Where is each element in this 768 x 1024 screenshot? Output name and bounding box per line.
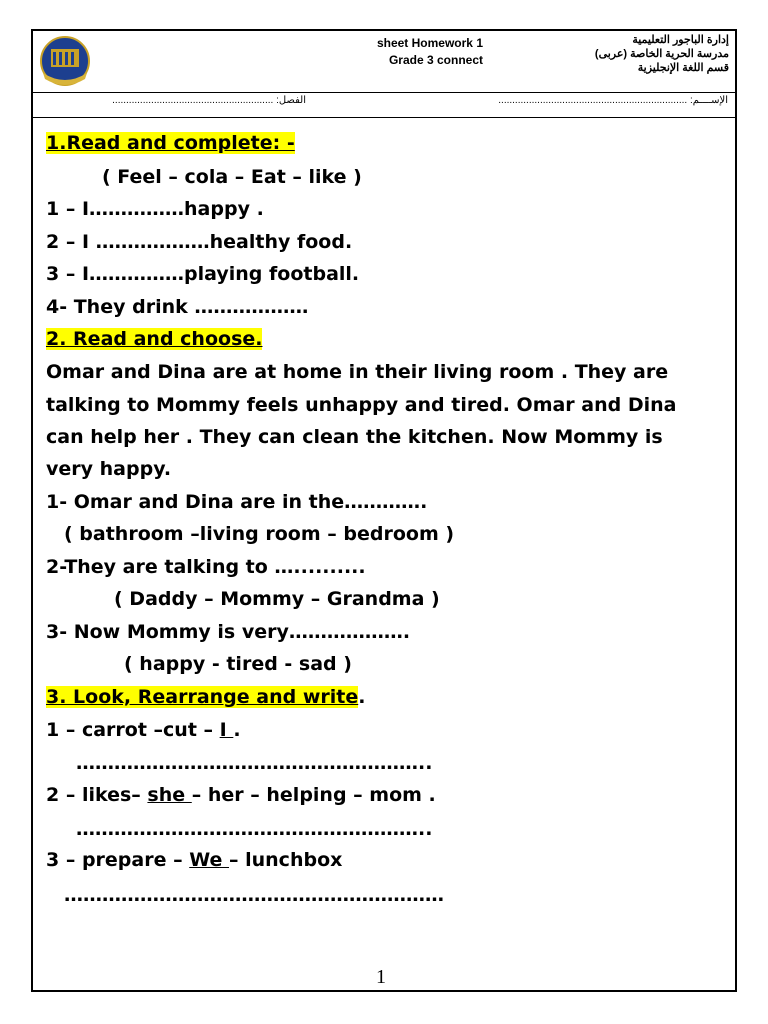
rearrange-3	[46, 849, 342, 871]
dept-label: قسم اللغة الإنجليزية	[637, 62, 729, 74]
rearrange-1	[46, 719, 241, 741]
section3-heading	[46, 686, 365, 708]
rearrange-2-end: – her – helping – mom .	[191, 784, 436, 806]
header	[33, 31, 735, 93]
passage-line-4: very happy.	[46, 458, 172, 480]
rearrange-1-end: .	[233, 719, 241, 741]
question-2-options: ( Daddy – Mommy – Grandma )	[114, 588, 440, 610]
name-dots: ....................................................................	[498, 95, 688, 106]
school-label: مدرسة الحرية الخاصة (عربى)	[594, 48, 729, 60]
section2-heading: 2. Read and choose.	[46, 328, 263, 350]
passage-line-2: talking to Mommy feels unhappy and tired. Omar and Dina	[46, 394, 677, 416]
class-dots: ..........................................................	[112, 95, 274, 106]
passage-line-1: Omar and Dina are at home in their living room . They are	[46, 361, 669, 383]
rearrange-3-end: – lunchbox	[229, 849, 343, 871]
school-logo-icon	[39, 35, 91, 89]
rearrange-1-answer: ………………………………………………..	[76, 752, 433, 774]
section1-item-1: 1 – I……………happy .	[46, 198, 264, 220]
rearrange-3-answer: ……………………………………………………	[64, 884, 444, 906]
rearrange-1-start: 1 – carrot –cut –	[46, 719, 220, 741]
section3-heading-end: .	[358, 686, 366, 708]
rearrange-2-underlined: she	[147, 784, 192, 806]
rearrange-3-start: 3 – prepare –	[46, 849, 190, 871]
passage-line-3: can help her . They can clean the kitchen. Now Mommy is	[46, 426, 663, 448]
section3-heading-text: 3. Look, Rearrange and write	[46, 686, 359, 708]
rearrange-2-start: 2 – likes–	[46, 784, 148, 806]
question-1-options: ( bathroom –living room – bedroom )	[64, 523, 455, 545]
rearrange-2-answer: ………………………………………………..	[76, 818, 433, 840]
header-divider	[33, 92, 735, 93]
question-3-options: ( happy - tired - sad )	[124, 653, 352, 675]
section1-item-3: 3 – I……………playing football.	[46, 263, 360, 285]
name-field	[498, 95, 728, 106]
section1-item-4: 4- They drink ………………	[46, 296, 309, 318]
class-label: الفصل:	[276, 95, 306, 106]
section1-choices: ( Feel – cola – Eat – like )	[102, 166, 362, 188]
question-3: 3- Now Mommy is very……………….	[46, 621, 411, 643]
page-number: 1	[376, 966, 386, 988]
rearrange-1-underlined: I	[219, 719, 234, 741]
sheet-title: sheet Homework 1	[376, 36, 483, 50]
rearrange-2	[46, 784, 436, 806]
question-1: 1- Omar and Dina are in the………….	[46, 491, 428, 513]
name-label: الإســــم:	[689, 95, 728, 106]
header-center	[283, 35, 483, 69]
question-2: 2-They are talking to …..........	[46, 556, 366, 578]
grade-label: Grade 3 connect	[388, 53, 483, 67]
admin-label: إدارة الباجور التعليمية	[632, 34, 729, 46]
class-field	[112, 95, 306, 106]
info-divider	[33, 117, 735, 118]
header-right	[489, 33, 729, 75]
section1-heading: 1.Read and complete: -	[46, 132, 295, 154]
section1-item-2: 2 – I ………………healthy food.	[46, 231, 353, 253]
rearrange-3-underlined: We	[189, 849, 229, 871]
